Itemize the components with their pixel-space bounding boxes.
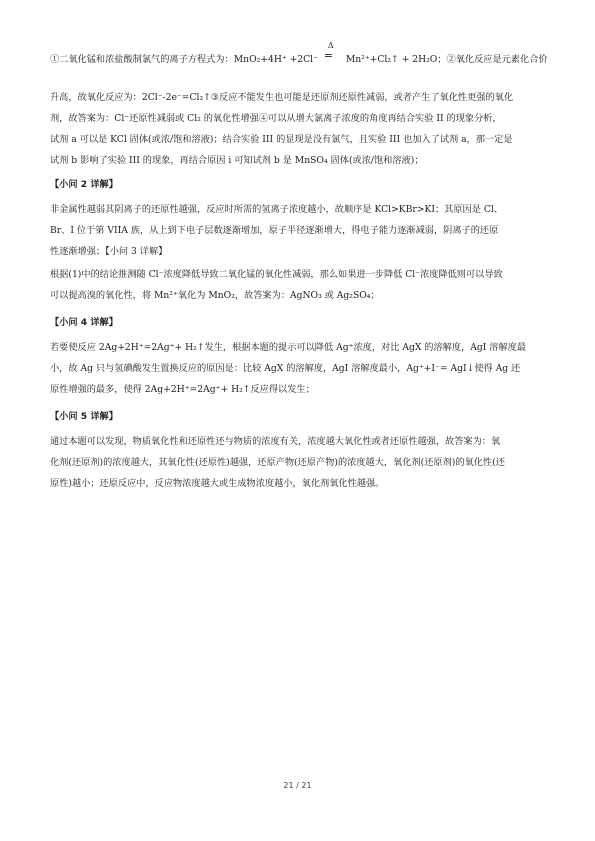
paragraph-line: 剂，故答案为：Cl⁻还原性减弱或 Cl₂ 的氧化性增强④可以从增大氯离子浓度的角度再结合实验 II 的现象分析， <box>50 113 502 124</box>
section-heading: 【小问 4 详解】 <box>50 317 118 328</box>
equation-left: ①二氧化锰和浓盐酸制氯气的离子方程式为：MnO₂+4H⁺ +2Cl⁻ <box>50 54 318 65</box>
paragraph-line: 通过本题可以发现，物质氧化性和还原性还与物质的浓度有关，浓度越大氧化性或者还原性越强，故答案为：氧 <box>50 436 501 447</box>
section-heading: 【小问 5 详解】 <box>50 411 118 422</box>
paragraph-line: 试剂 a 可以是 KCl 固体(或浓/饱和溶液)；结合实验 III 的显现是没有氯气，且实验 III 也加入了试剂 a，那一定是 <box>50 134 513 145</box>
paragraph-line: 性逐渐增强；【小问 3 详解】 <box>50 246 168 257</box>
paragraph-line: 非金属性越弱其阴离子的还原性越强，反应时所需的氢离子浓度越小，故顺序是 KCl>KBr>KI；其原因是 Cl、 <box>50 204 503 215</box>
equation-right: Mn²⁺+Cl₂↑ + 2H₂O；②氧化反应是元素化合价 <box>345 54 548 65</box>
paragraph-line: 原性)越小；还原反应中，反应物浓度越大或生成物浓度越小，氧化剂氧化性越强。 <box>50 478 385 489</box>
paragraph-line: 原性增强的最多，使得 2Ag+2H⁺=2Ag⁺+ H₂↑反应得以发生； <box>50 384 315 395</box>
section-heading: 【小问 2 详解】 <box>50 179 118 190</box>
paragraph-line: 可以提高溴的氧化性，将 Mn²⁺氧化为 MnO₂，故答案为：AgNO₃ 或 Ag₂SO₄； <box>50 290 380 301</box>
paragraph-line: Br、I 位于第 VIIA 族，从上到下电子层数逐渐增加，原子半径逐渐增大，得电子能力逐渐减弱，阴离子的还原 <box>50 225 499 236</box>
paragraph-line: 根据(1)中的结论推测随 Cl⁻浓度降低导致二氧化锰的氧化性减弱，那么如果进一步降低 Cl⁻浓度降低则可以导致 <box>50 269 503 280</box>
paragraph-line: 若要使反应 2Ag+2H⁺=2Ag⁺+ H₂↑发生，根据本题的提示可以降低 Ag⁺浓度，对比 AgX 的溶解度，AgI 溶解度最 <box>50 342 527 353</box>
equals-symbol: = <box>323 49 334 62</box>
heating-equals-symbol <box>321 41 343 62</box>
paragraph-line <box>50 41 550 66</box>
paragraph-line: 试剂 b 影响了实验 III 的现象，再结合原因 i 可知试剂 b 是 MnSO₄ 固体(或浓/饱和溶液)； <box>50 155 424 166</box>
paragraph-line: 升高，故氧化反应为：2Cl⁻-2e⁻=Cl₂↑③反应不能发生也可能是还原剂还原性减弱，或者产生了氧化性更强的氧化 <box>50 92 514 103</box>
paragraph-line: 化剂(还原剂)的浓度越大，其氧化性(还原性)越强，还原产物(还原产物)的浓度越大，氧化剂(还原剂)的氧化性(还 <box>50 457 505 468</box>
delta-symbol: Δ <box>327 41 334 50</box>
page-number: 21 / 21 <box>283 781 312 790</box>
paragraph-line: 小，故 Ag 只与氢碘酸发生置换反应的原因是：比较 AgX 的溶解度，AgI 溶解度最小，Ag⁺+I⁻= AgI↓使得 Ag 还 <box>50 363 521 374</box>
